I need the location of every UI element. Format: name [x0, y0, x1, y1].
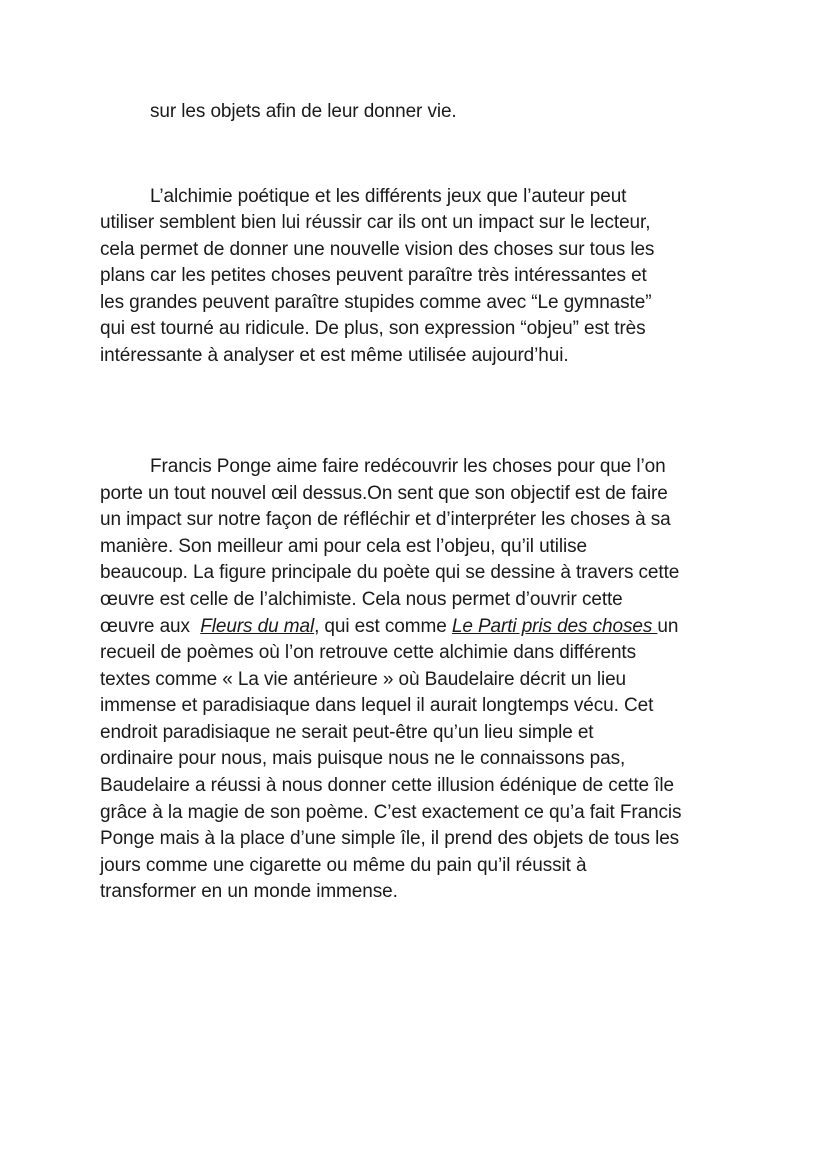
paragraph-2-line-6: œuvre est celle de l’alchimiste. Cela nous permet d’ouvrir cette — [100, 589, 623, 610]
paragraph-2-line-14: grâce à la magie de son poème. C’est exactement ce qu’a fait Francis — [100, 802, 682, 823]
paragraph-2-line-2: porte un tout nouvel œil dessus.On sent que son objectif est de faire — [100, 483, 668, 504]
paragraph-2-line-7 — [100, 614, 678, 641]
paragraph-2-line-8: recueil de poèmes où l’on retrouve cette alchimie dans différents — [100, 642, 637, 663]
paragraph-0-line-1: sur les objets afin de leur donner vie. — [150, 101, 457, 122]
paragraph-2-line-12: ordinaire pour nous, mais puisque nous ne le connaissons pas, — [100, 748, 626, 769]
paragraph-2-line-15: Ponge mais à la place d’une simple île, il prend des objets de tous les — [100, 828, 680, 849]
title-fleurs-du-mal: Fleurs du mal — [200, 616, 315, 637]
paragraph-2-line-5: beaucoup. La figure principale du poète qui se dessine à travers cette — [100, 562, 680, 583]
paragraph-2-line-11: endroit paradisiaque ne serait peut-être qu’un lieu simple et — [100, 722, 594, 743]
paragraph-1-line-6: qui est tourné au ridicule. De plus, son expression “objeu” est très — [100, 318, 646, 339]
paragraph-2-line-17: transformer en un monde immense. — [100, 881, 398, 902]
paragraph-2-line-1: Francis Ponge aime faire redécouvrir les choses pour que l’on — [150, 456, 666, 477]
paragraph-1-line-7: intéressante à analyser et est même utilisée aujourd’hui. — [100, 345, 569, 366]
line-7-after: un — [657, 616, 679, 637]
paragraph-1-line-5: les grandes peuvent paraître stupides comme avec “Le gymnaste” — [100, 292, 652, 313]
paragraph-2-line-9: textes comme « La vie antérieure » où Baudelaire décrit un lieu — [100, 669, 627, 690]
paragraph-2-line-4: manière. Son meilleur ami pour cela est l’objeu, qu’il utilise — [100, 536, 587, 557]
paragraph-1-line-3: cela permet de donner une nouvelle vision des choses sur tous les — [100, 239, 655, 260]
line-7-middle: , qui est comme — [314, 616, 452, 637]
paragraph-1-line-1: L’alchimie poétique et les différents jeux que l’auteur peut — [150, 186, 627, 207]
title-le-parti-pris-des-choses: Le Parti pris des choses — [451, 616, 658, 637]
paragraph-2-line-3: un impact sur notre façon de réfléchir et d’interpréter les choses à sa — [100, 509, 671, 530]
paragraph-1-line-2: utiliser semblent bien lui réussir car ils ont un impact sur le lecteur, — [100, 212, 651, 233]
paragraph-2-line-10: immense et paradisiaque dans lequel il aurait longtemps vécu. Cet — [100, 695, 654, 716]
paragraph-1-line-4: plans car les petites choses peuvent paraître très intéressantes et — [100, 265, 647, 286]
paragraph-2-line-13: Baudelaire a réussi à nous donner cette illusion édénique de cette île — [100, 775, 674, 796]
paragraph-2-line-16: jours comme une cigarette ou même du pain qu’il réussit à — [100, 855, 587, 876]
line-7-before: œuvre aux — [100, 616, 201, 637]
